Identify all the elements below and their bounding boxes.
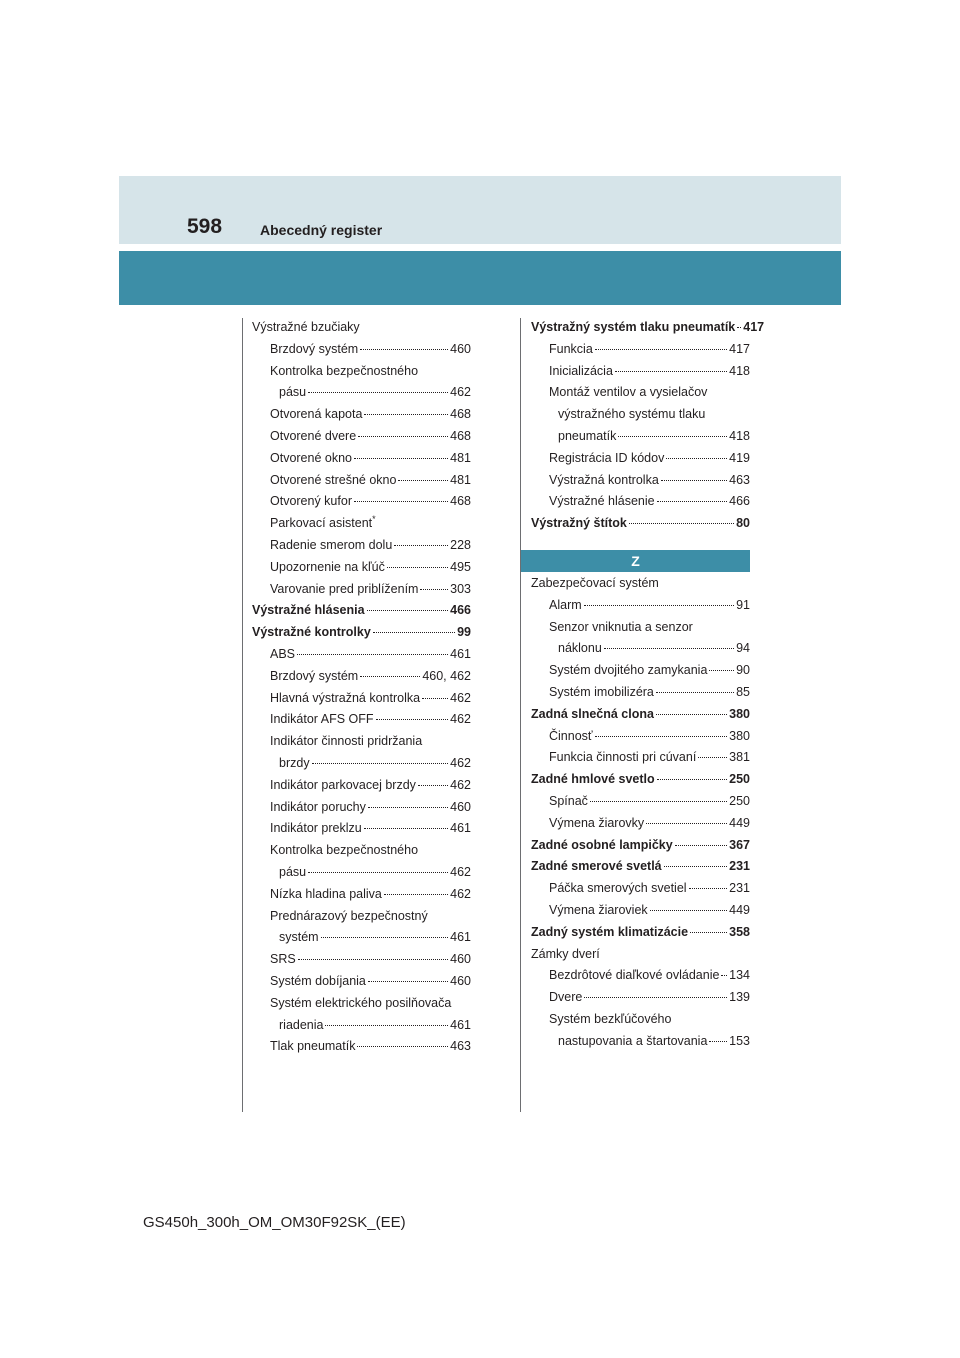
index-entry-page: 380 [729,706,750,721]
leader-dots [398,480,448,481]
leader-dots [709,1041,727,1042]
index-entry-page: 418 [729,363,750,378]
index-entry [252,644,471,666]
index-entry-text: Otvorené dvere [270,428,357,443]
index-entry-page: 139 [729,990,750,1005]
index-entry [531,470,750,492]
index-entry-page: 495 [450,559,471,574]
index-entry [252,884,471,906]
footer-doc-id: GS450h_300h_OM_OM30F92SK_(EE) [143,1214,406,1231]
leader-dots [664,866,728,867]
index-entry-text: Výmena žiarovky [549,815,645,830]
index-entry-page: 466 [450,603,471,618]
index-entry [531,682,750,704]
index-entry-text: Zadné hmlové svetlo [531,772,655,787]
index-entry-text: Tlak pneumatík [270,1039,356,1054]
index-entry-page: 449 [729,902,750,917]
index-entry [531,726,750,748]
index-entry-text: Zadné osobné lampičky [531,837,673,852]
index-entry-text: Výstražné kontrolky [252,625,371,640]
leader-dots [376,719,449,720]
index-entry [531,513,750,535]
index-entry-page: 367 [729,837,750,852]
leader-dots [325,1025,448,1026]
index-column-right [531,317,765,1053]
leader-dots [675,845,727,846]
leader-dots [604,648,734,649]
index-entry-page: 462 [450,777,471,792]
leader-dots [656,692,734,693]
leader-dots [646,823,727,824]
index-entry-text: Inicializácia [549,363,613,378]
leader-dots [595,349,727,350]
index-entry [252,600,471,622]
index-entry-text: Montáž ventilov a vysielačov [549,385,708,400]
index-entry-text: nastupovania a štartovania [558,1033,708,1048]
index-entry-text: Prednárazový bezpečnostný [270,908,428,923]
index-entry-page: 153 [729,1033,750,1048]
index-entry-text: Systém bezkľúčového [549,1011,672,1026]
index-entry-page: 481 [450,450,471,465]
index-entry [252,491,471,513]
index-entry [531,1009,750,1031]
index-entry-page: 250 [729,793,750,808]
index-entry-text: Zadný systém klimatizácie [531,924,689,939]
index-entry-text: pneumatík [558,428,617,443]
column-rule-right [520,318,521,1112]
index-entry-text: náklonu [558,641,602,656]
index-entry-text: Upozornenie na kľúč [270,559,385,574]
index-entry-text: Senzor vniknutia a senzor [549,619,693,634]
index-entry-text: Indikátor AFS OFF [270,712,374,727]
index-entry [252,949,471,971]
leader-dots [422,698,448,699]
index-entry [252,426,471,448]
index-entry [531,791,750,813]
index-entry-page: 468 [450,407,471,422]
index-entry-text: riadenia [279,1017,324,1032]
index-entry-page: 460 [450,973,471,988]
index-entry-text: SRS [270,952,296,967]
index-entry [531,835,750,857]
index-entry-page: 94 [736,641,750,656]
index-entry-text: Varovanie pred priblížením [270,581,419,596]
leader-dots [666,458,727,459]
index-entry-page: 460 [450,799,471,814]
leader-dots [368,807,448,808]
leader-dots [689,888,728,889]
index-entry-page: 90 [736,663,750,678]
leader-dots [709,670,734,671]
page-title: Abecedný register [260,222,383,238]
leader-dots [308,392,448,393]
index-entry-page: 417 [743,320,765,334]
index-entry-page: 99 [457,625,471,640]
index-entry-text: Indikátor parkovacej brzdy [270,777,416,792]
index-entry-page: 468 [450,494,471,509]
index-entry [252,862,471,884]
index-entry-text: Systém imobilizéra [549,684,654,699]
index-entry-text: Zabezpečovací systém [531,575,659,590]
index-entry [252,513,471,535]
leader-dots [584,605,734,606]
index-entry [531,317,765,339]
index-entry [531,987,750,1009]
index-entry-page: 462 [450,864,471,879]
index-column-left [252,317,471,1058]
index-entry [252,775,471,797]
index-entry-text: Systém dobíjania [270,973,366,988]
index-entry-text: Zámky dverí [531,946,600,961]
leader-dots [656,714,727,715]
index-entry-page: 358 [729,924,750,939]
index-entry [252,361,471,383]
index-entry [531,448,750,470]
index-entry-text: Indikátor činnosti pridržania [270,734,423,749]
page-number: 598 [187,215,223,238]
leader-dots [618,436,727,437]
index-entry-page: 460, 462 [422,668,471,683]
index-entry-text: Brzdový systém [270,341,359,356]
index-entry-text: Zadné smerové svetlá [531,859,662,874]
index-group-right-bottom [531,573,750,1053]
index-entry-page: 461 [450,930,471,945]
index-entry-text: výstražného systému tlaku [558,407,706,422]
index-entry [531,573,750,595]
leader-dots [367,610,449,611]
index-entry-page: 461 [450,646,471,661]
index-entry-page: 463 [729,472,750,487]
leader-dots [661,480,727,481]
index-entry [531,769,750,791]
index-entry [252,993,471,1015]
leader-dots [368,981,448,982]
leader-dots [360,349,448,350]
leader-dots [373,632,455,633]
leader-dots [629,523,734,524]
leader-dots [360,676,420,677]
leader-dots [297,654,448,655]
index-entry-text: Kontrolka bezpečnostného [270,843,419,858]
index-entry [531,382,750,404]
index-entry-page: 461 [450,1017,471,1032]
index-entry-page: 418 [729,428,750,443]
index-entry [531,922,750,944]
leader-dots [312,763,449,764]
index-entry [531,491,750,513]
index-entry [252,1015,471,1037]
index-entry-text: Alarm [549,597,582,612]
leader-dots [384,894,448,895]
index-entry-page: 466 [729,494,750,509]
index-entry [252,731,471,753]
index-entry-text: Páčka smerových svetiel [549,881,687,896]
index-entry [252,622,471,644]
index-entry-page: 228 [450,537,471,552]
leader-dots [387,567,448,568]
index-entry [252,797,471,819]
index-entry-page: 91 [736,597,750,612]
leader-dots [364,414,448,415]
index-entry [252,688,471,710]
index-entry-text: Dvere [549,990,583,1005]
leader-dots [590,801,727,802]
leader-dots [308,872,448,873]
index-entry-text: Výstražné bzučiaky [252,320,360,334]
index-entry-text: Funkcia [549,341,593,356]
index-entry [531,747,750,769]
index-entry-text: Spínač [549,793,588,808]
leader-dots [584,997,727,998]
index-entry [531,617,750,639]
leader-dots [394,545,448,546]
leader-dots [657,501,728,502]
leader-dots [595,736,728,737]
index-entry [531,1031,750,1053]
leader-dots [321,937,449,938]
leader-dots [364,828,448,829]
index-entry-text: Hlavná výstražná kontrolka [270,690,421,705]
index-entry [531,404,750,426]
index-entry-page: 231 [729,859,750,874]
leader-dots [354,458,448,459]
index-entry-text: Registrácia ID kódov [549,450,665,465]
index-entry [531,813,750,835]
index-entry-text: Funkcia činnosti pri cúvaní [549,750,697,765]
index-entry-page: 463 [450,1039,471,1054]
index-group-right-top [531,317,765,535]
index-entry [252,971,471,993]
index-entry-text: Nízka hladina paliva [270,886,382,901]
leader-dots [737,327,741,328]
index-entry-text: Otvorené strešné okno [270,472,397,487]
leader-dots [615,371,727,372]
index-entry-page: 80 [736,516,750,531]
section-banner [119,251,841,305]
footnote-mark: * [372,514,376,525]
index-entry [531,704,750,726]
index-entry [252,906,471,928]
index-entry-page: 381 [729,750,750,765]
index-entry [252,404,471,426]
index-entry [252,1036,471,1058]
index-entry [252,317,471,339]
index-entry [252,927,471,949]
index-entry [531,856,750,878]
index-entry [531,638,750,660]
index-entry-text: Kontrolka bezpečnostného [270,363,419,378]
column-rule-left [242,318,243,1112]
index-entry-page: 462 [450,385,471,400]
leader-dots [650,910,727,911]
index-entry [531,965,750,987]
index-entry-text: pásu [279,864,307,879]
index-entry-page: 460 [450,341,471,356]
index-entry [252,709,471,731]
index-entry-text: Činnosť [549,728,593,743]
index-entry-page: 449 [729,815,750,830]
index-entry-text: Otvorené okno [270,450,352,465]
index-entry [531,339,750,361]
leader-dots [298,959,448,960]
index-entry-page: 460 [450,952,471,967]
index-entry [252,818,471,840]
index-entry-page: 462 [450,755,471,770]
index-entry [252,753,471,775]
index-entry [252,448,471,470]
leader-dots [698,757,727,758]
index-entry [531,944,750,966]
index-entry-page: 231 [729,881,750,896]
index-entry-text: Radenie smerom dolu [270,537,393,552]
index-entry-text: Výmena žiaroviek [549,902,648,917]
index-entry [252,535,471,557]
index-entry-text: Výstražné hlásenie [549,494,655,509]
leader-dots [354,501,448,502]
index-entry-page: 462 [450,690,471,705]
leader-dots [657,779,727,780]
index-entry-page: 461 [450,821,471,836]
index-entry [252,840,471,862]
index-entry-page: 417 [729,341,750,356]
index-entry-text: Výstražný systém tlaku pneumatík [531,320,736,334]
index-entry-page: 462 [450,712,471,727]
index-entry-text: systém [279,930,319,945]
index-entry-text: Výstražný štítok [531,516,627,531]
index-entry-page: 462 [450,886,471,901]
index-entry [252,579,471,601]
index-entry-page: 134 [729,968,750,983]
index-entry-page: 380 [729,728,750,743]
index-entry [252,382,471,404]
index-entry [531,361,750,383]
index-entry-page: 481 [450,472,471,487]
index-entry-text: Zadná slnečná clona [531,706,654,721]
index-entry-text: Systém dvojitého zamykania [549,663,708,678]
leader-dots [690,932,727,933]
index-entry [531,660,750,682]
index-entry [531,426,750,448]
index-entry-page: 303 [450,581,471,596]
index-entry-text: Indikátor poruchy [270,799,366,814]
index-entry [531,595,750,617]
index-entry-text: Otvorená kapota [270,407,363,422]
index-entry-text: Bezdrôtové diaľkové ovládanie [549,968,720,983]
index-entry-text: Brzdový systém [270,668,359,683]
index-entry-page: 468 [450,428,471,443]
leader-dots [420,589,448,590]
index-entry-text: Indikátor preklzu [270,821,362,836]
index-entry-page: 250 [729,772,750,787]
index-entry-text: pásu [279,385,307,400]
index-entry [531,900,750,922]
index-entry-text: Výstražné hlásenia [252,603,365,618]
index-entry [531,878,750,900]
index-entry-text: Parkovací asistent [270,516,373,531]
index-entry-text: Výstražná kontrolka [549,472,659,487]
index-entry-page: 85 [736,684,750,699]
index-entry-text: brzdy [279,755,310,770]
index-entry [252,470,471,492]
index-entry-page: 419 [729,450,750,465]
leader-dots [357,1046,448,1047]
index-entry [252,666,471,688]
leader-dots [358,436,448,437]
index-entry-text: ABS [270,646,296,661]
leader-dots [418,785,448,786]
header-band [119,176,841,244]
index-entry-text: Otvorený kufor [270,494,352,509]
index-entry [252,339,471,361]
section-letter-bar: Z [521,550,750,572]
leader-dots [721,975,727,976]
index-entry-text: Systém elektrického posilňovača [270,995,452,1010]
index-entry [252,557,471,579]
